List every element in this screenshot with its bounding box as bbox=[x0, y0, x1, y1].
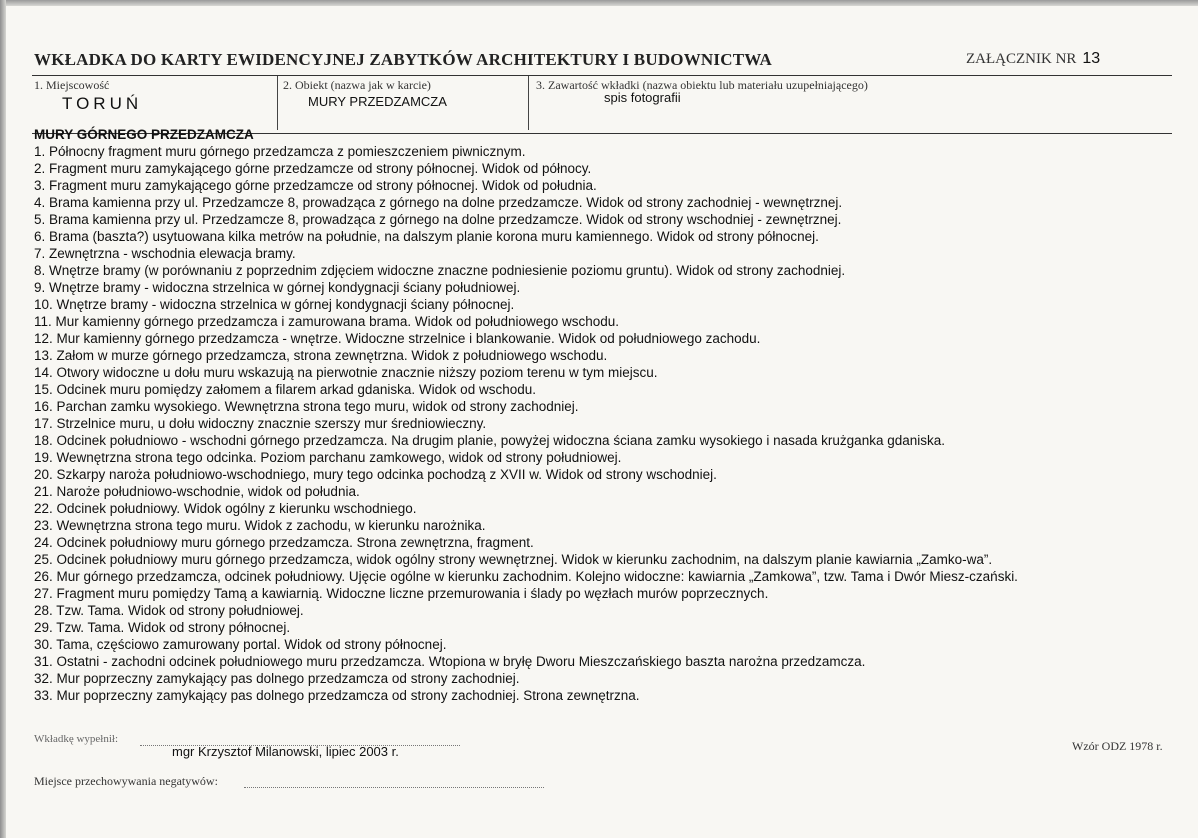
locality-label: 1. Miejscowość bbox=[34, 78, 110, 92]
author-signature: mgr Krzysztof Milanowski, lipiec 2003 r. bbox=[172, 744, 399, 759]
field-divider-2 bbox=[528, 76, 529, 130]
list-item: 19. Wewnętrzna strona tego odcinka. Poziom parchanu zamkowego, widok od strony południowej. bbox=[34, 450, 622, 465]
list-item: 10. Wnętrze bramy - widoczna strzelnica w górnej kondygnacji ściany północnej. bbox=[34, 297, 515, 312]
list-item: 1. Północny fragment muru górnego przedzamcza z pomieszczeniem piwnicznym. bbox=[34, 144, 526, 159]
storage-dotted-line bbox=[244, 787, 544, 788]
list-item: 27. Fragment muru pomiędzy Tamą a kawiarnią. Widoczne liczne przemurowania i ślady po węzłach murów poprzecznych. bbox=[34, 586, 769, 601]
list-item: 13. Załom w murze górnego przedzamcza, strona zewnętrzna. Widok z południowego wschodu. bbox=[34, 348, 608, 363]
list-item: 4. Brama kamienna przy ul. Przedzamcze 8, prowadząca z górnego na dolne przedzamcze. Widok od strony zachodniej - wewnętrznej. bbox=[34, 195, 843, 210]
list-item: 22. Odcinek południowy. Widok ogólny z kierunku wschodniego. bbox=[34, 501, 417, 516]
list-item: 12. Mur kamienny górnego przedzamcza - wnętrze. Widoczne strzelnice i blankowanie. Widok od południowego zachodu. bbox=[34, 331, 761, 346]
negatives-storage-label: Miejsce przechowywania negatywów: bbox=[34, 774, 218, 788]
list-item: 28. Tzw. Tama. Widok od strony południowej. bbox=[34, 603, 304, 618]
list-item: 7. Zewnętrzna - wschodnia elewacja bramy. bbox=[34, 246, 296, 261]
content-value: spis fotografii bbox=[604, 90, 681, 105]
list-item: 15. Odcinek muru pomiędzy załomem a filarem arkad gdaniska. Widok od wschodu. bbox=[34, 382, 536, 397]
list-item: 5. Brama kamienna przy ul. Przedzamcze 8, prowadząca z górnego na dolne przedzamcze. Widok od strony wschodniej - zewnętrznej. bbox=[34, 212, 842, 227]
list-item: 3. Fragment muru zamykającego górne przedzamcze od strony północnej. Widok od południa. bbox=[34, 178, 597, 193]
list-item: 14. Otwory widoczne u dołu muru wskazują na pierwotnie znacznie niższy poziom terenu w tym miejscu. bbox=[34, 365, 658, 380]
photo-list bbox=[34, 143, 1144, 704]
object-label: 2. Obiekt (nazwa jak w karcie) bbox=[283, 78, 431, 92]
list-heading: MURY GÓRNEGO PRZEDZAMCZA bbox=[34, 127, 254, 142]
list-item: 31. Ostatni - zachodni odcinek południowego muru przedzamcza. Wtopiona w bryłę Dworu Mieszczańskiego baszta narożna przedzamcza. bbox=[34, 654, 866, 669]
list-item: 16. Parchan zamku wysokiego. Wewnętrzna strona tego muru, widok od strony zachodniej. bbox=[34, 399, 579, 414]
list-item: 18. Odcinek południowo - wschodni górnego przedzamcza. Na drugim planie, powyżej widoczna ściana zamku wysokiego i nasada krużganka gdaniska. bbox=[34, 433, 945, 448]
list-item: 9. Wnętrze bramy - widoczna strzelnica w górnej kondygnacji ściany południowej. bbox=[34, 280, 521, 295]
filled-by-label: Wkładkę wypełnił: bbox=[34, 733, 119, 745]
list-item: 8. Wnętrze bramy (w porównaniu z poprzednim zdjęciem widoczne znaczne podniesienie poziomu gruntu). Widok od strony zachodniej. bbox=[34, 263, 846, 278]
field-divider-1 bbox=[277, 76, 278, 130]
annex-label-group bbox=[966, 50, 1100, 68]
list-item: 20. Szkarpy naroża południowo-wschodniego, mury tego odcinka pochodzą z XVII w. Widok od strony wschodniej. bbox=[34, 467, 717, 482]
list-item: 29. Tzw. Tama. Widok od strony północnej. bbox=[34, 620, 291, 635]
object-value: MURY PRZEDZAMCZA bbox=[308, 94, 447, 109]
list-item: 2. Fragment muru zamykającego górne przedzamcze od strony północnej. Widok od północy. bbox=[34, 161, 592, 176]
form-title: WKŁADKA DO KARTY EWIDENCYJNEJ ZABYTKÓW ARCHITEKTURY I BUDOWNICTWA bbox=[34, 50, 773, 69]
annex-label: ZAŁĄCZNIK NR bbox=[966, 51, 1077, 67]
list-item: 33. Mur poprzeczny zamykający pas dolnego przedzamcza od strony zachodniej. Strona zewnętrzna. bbox=[34, 688, 640, 703]
list-item: 17. Strzelnice muru, u dołu widoczny znacznie szerszy mur średniowieczny. bbox=[34, 416, 487, 431]
list-item: 30. Tama, częściowo zamurowany portal. Widok od strony północnej. bbox=[34, 637, 447, 652]
form-pattern-label: Wzór ODZ 1978 r. bbox=[1072, 739, 1163, 753]
list-item: 24. Odcinek południowy muru górnego przedzamcza. Strona zewnętrzna, fragment. bbox=[34, 535, 534, 550]
list-item: 23. Wewnętrzna strona tego muru. Widok z zachodu, w kierunku narożnika. bbox=[34, 518, 486, 533]
locality-value: TORUŃ bbox=[62, 94, 143, 113]
list-item: 6. Brama (baszta?) usytuowana kilka metrów na południe, na dalszym planie korona muru kamiennego. Widok od strony północnej. bbox=[34, 229, 819, 244]
list-item: 26. Mur górnego przedzamcza, odcinek południowy. Ujęcie ogólne w kierunku zachodnim. Kolejno widoczne: kawiarnia „Zamkowa”, tzw. Tama i Dwór Miesz-czański. bbox=[34, 569, 1018, 584]
list-item: 25. Odcinek południowy muru górnego przedzamcza, widok ogólny strony wewnętrznej. Widok w kierunku zachodnim, na dalszym planie kawiarnia „Zamko-wa”. bbox=[34, 552, 993, 567]
scan-edge-top bbox=[0, 0, 1198, 6]
annex-number: 13 bbox=[1082, 50, 1101, 67]
list-item: 11. Mur kamienny górnego przedzamcza i zamurowana brama. Widok od południowego wschodu. bbox=[34, 314, 620, 329]
list-item: 32. Mur poprzeczny zamykający pas dolnego przedzamcza od strony zachodniej. bbox=[34, 671, 520, 686]
header-rule bbox=[32, 75, 1172, 76]
scan-edge-left bbox=[0, 0, 6, 838]
content-label: 3. Zawartość wkładki (nazwa obiektu lub materiału uzupełniającego) bbox=[536, 78, 868, 92]
list-item: 21. Naroże południowo-wschodnie, widok od południa. bbox=[34, 484, 360, 499]
